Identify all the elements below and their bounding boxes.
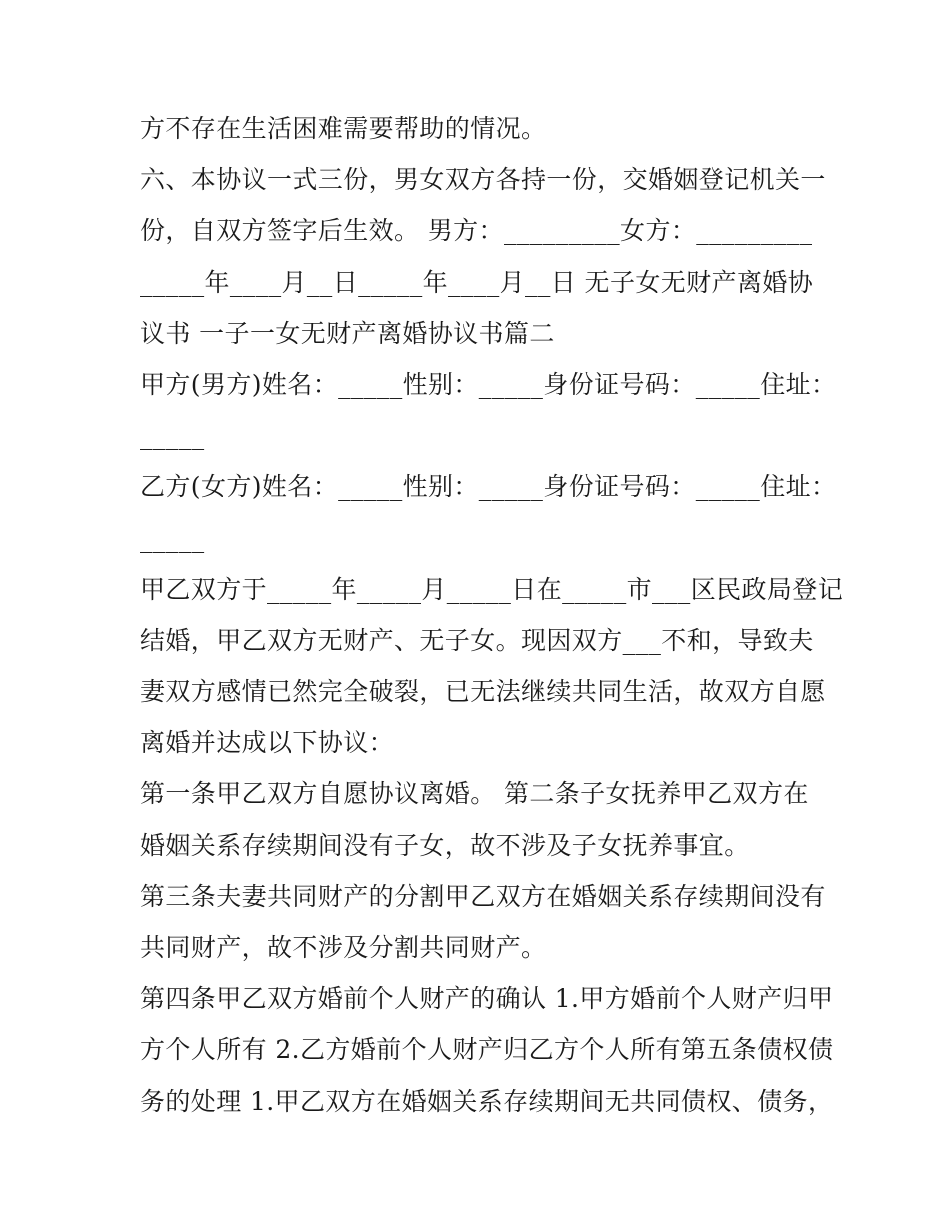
document-body [140,103,844,1127]
text-line: 第三条夫妻共同财产的分割甲乙双方在婚姻关系存续期间没有 [140,881,826,911]
text-line: _____年____月__日_____年____月__日 无子女无财产离婚协 [140,267,814,297]
text-line: 结婚，甲乙双方无财产、无子女。现因双方___不和，导致夫 [140,625,814,655]
text-line: 方不存在生活困难需要帮助的情况。 [140,114,547,143]
text-line: 妻双方感情已然完全破裂，已无法继续共同生活，故双方自愿 [140,677,826,707]
text-line: 乙方(女方)姓名：_____性别：_____身份证号码：_____住址： [140,472,837,502]
text-line: 甲方(男方)姓名：_____性别：_____身份证号码：_____住址： [140,369,837,399]
text-line: 第一条甲乙双方自愿协议离婚。 第二条子女抚养甲乙双方在 [140,779,809,809]
text-line: _____ [140,421,205,451]
text-line: 务的处理 1.甲乙双方在婚姻关系存续期间无共同债权、债务， [140,1086,834,1116]
text-line: 议书 一子一女无财产离婚协议书篇二 [140,318,555,348]
text-line: 方个人所有 2.乙方婚前个人财产归乙方个人所有第五条债权债 [140,1035,834,1065]
text-line: 六、本协议一式三份，男女双方各持一份，交婚姻登记机关一 [140,165,826,195]
text-line: 甲乙双方于_____年_____月_____日在_____市___区民政局登记 [140,574,844,604]
text-line: 份，自双方签字后生效。 男方：_________女方：_________ [140,216,813,246]
text-line: 婚姻关系存续期间没有子女，故不涉及子女抚养事宜。 [140,830,750,860]
text-line: 第四条甲乙双方婚前个人财产的确认 1.甲方婚前个人财产归甲 [140,984,834,1014]
text-line: 离婚并达成以下协议： [140,728,395,758]
text-line: 共同财产，故不涉及分割共同财产。 [140,933,547,962]
text-line: _____ [140,523,205,553]
